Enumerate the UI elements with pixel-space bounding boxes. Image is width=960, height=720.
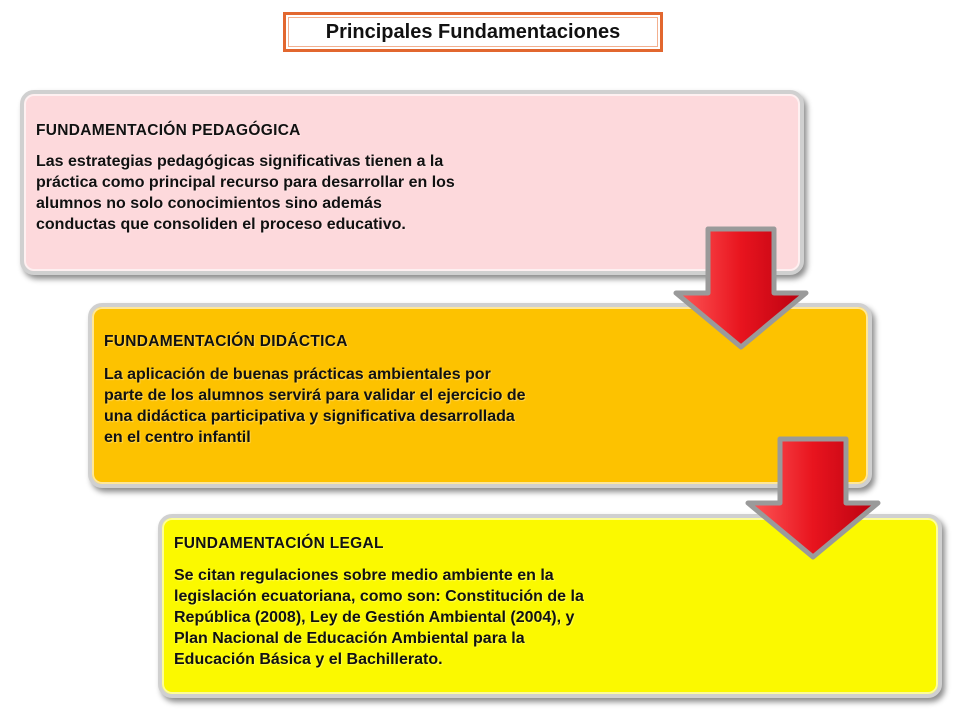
card-heading: FUNDAMENTACIÓN PEDAGÓGICA (36, 122, 301, 139)
down-arrow-icon (742, 435, 884, 563)
down-arrow-icon (670, 225, 812, 353)
card-heading: FUNDAMENTACIÓN LEGAL (174, 535, 384, 552)
card-body: La aplicación de buenas prácticas ambientales por parte de los alumnos servirá para validar el ejercicio de una didáctica participativa y significativa desarrollada en el centro infantil (104, 366, 526, 446)
card-heading: FUNDAMENTACIÓN DIDÁCTICA (104, 333, 348, 350)
title-box (283, 12, 663, 52)
card-body: Se citan regulaciones sobre medio ambiente en la legislación ecuatoriana, como son: Constitución de la República (2008), Ley de Gestión Ambiental (2004), y Plan Nacional de Educación Ambiental para la Educación Básica y el Bachillerato. (174, 567, 584, 668)
page-title: Principales Fundamentaciones (325, 20, 621, 43)
card-body: Las estrategias pedagógicas significativas tienen a la práctica como principal recurso para desarrollar en los alumnos no solo conocimientos sino además conductas que consoliden el proceso educativo. (36, 153, 455, 233)
